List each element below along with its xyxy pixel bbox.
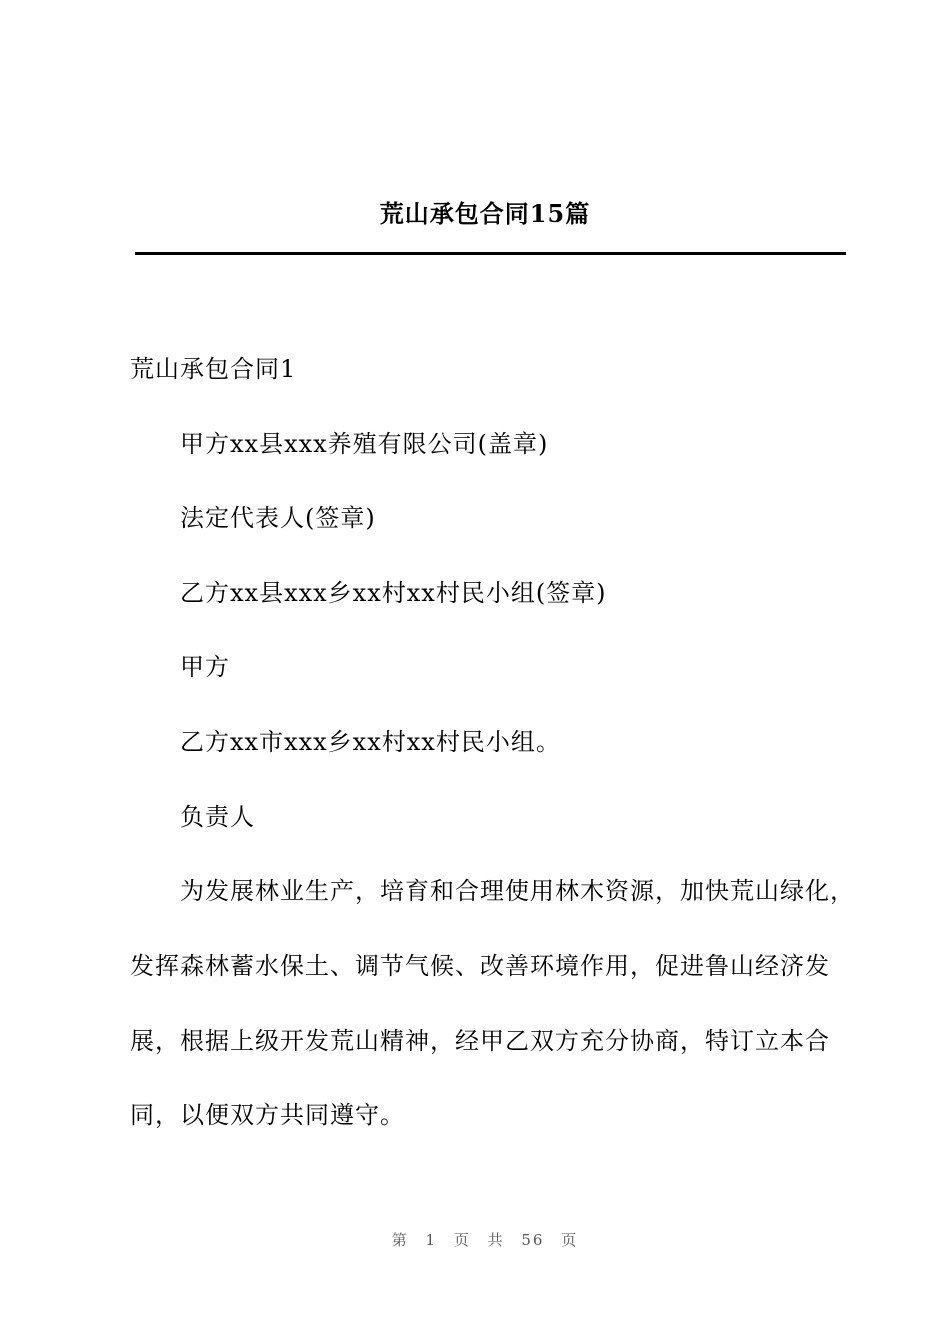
paragraph-line-2: 发挥森林蓄水保土、调节气候、改善环境作用，促进鲁山经济发 (130, 952, 830, 980)
page-number-footer: 第 1 页 共 56 页 (391, 1231, 579, 1249)
party-b-alt-line: 乙方xx市xxx乡xx村xx村民小组。 (180, 728, 561, 756)
paragraph-line-3: 展，根据上级开发荒山精神，经甲乙双方充分协商，特订立本合 (130, 1027, 830, 1055)
party-a-line: 甲方xx县xxx养殖有限公司(盖章) (180, 430, 549, 458)
document-title: 荒山承包合同15篇 (379, 199, 591, 228)
party-a-label: 甲方 (180, 653, 230, 681)
section-heading: 荒山承包合同1 (130, 355, 297, 383)
paragraph-line-4: 同，以便双方共同遵守。 (130, 1101, 405, 1129)
party-b-line: 乙方xx县xxx乡xx村xx村民小组(签章) (180, 579, 607, 607)
title-divider (135, 252, 846, 255)
responsible-person-line: 负责人 (180, 803, 255, 831)
paragraph-line-1: 为发展林业生产，培育和合理使用林木资源，加快荒山绿化， (180, 877, 855, 905)
legal-representative-line: 法定代表人(签章) (180, 504, 376, 532)
